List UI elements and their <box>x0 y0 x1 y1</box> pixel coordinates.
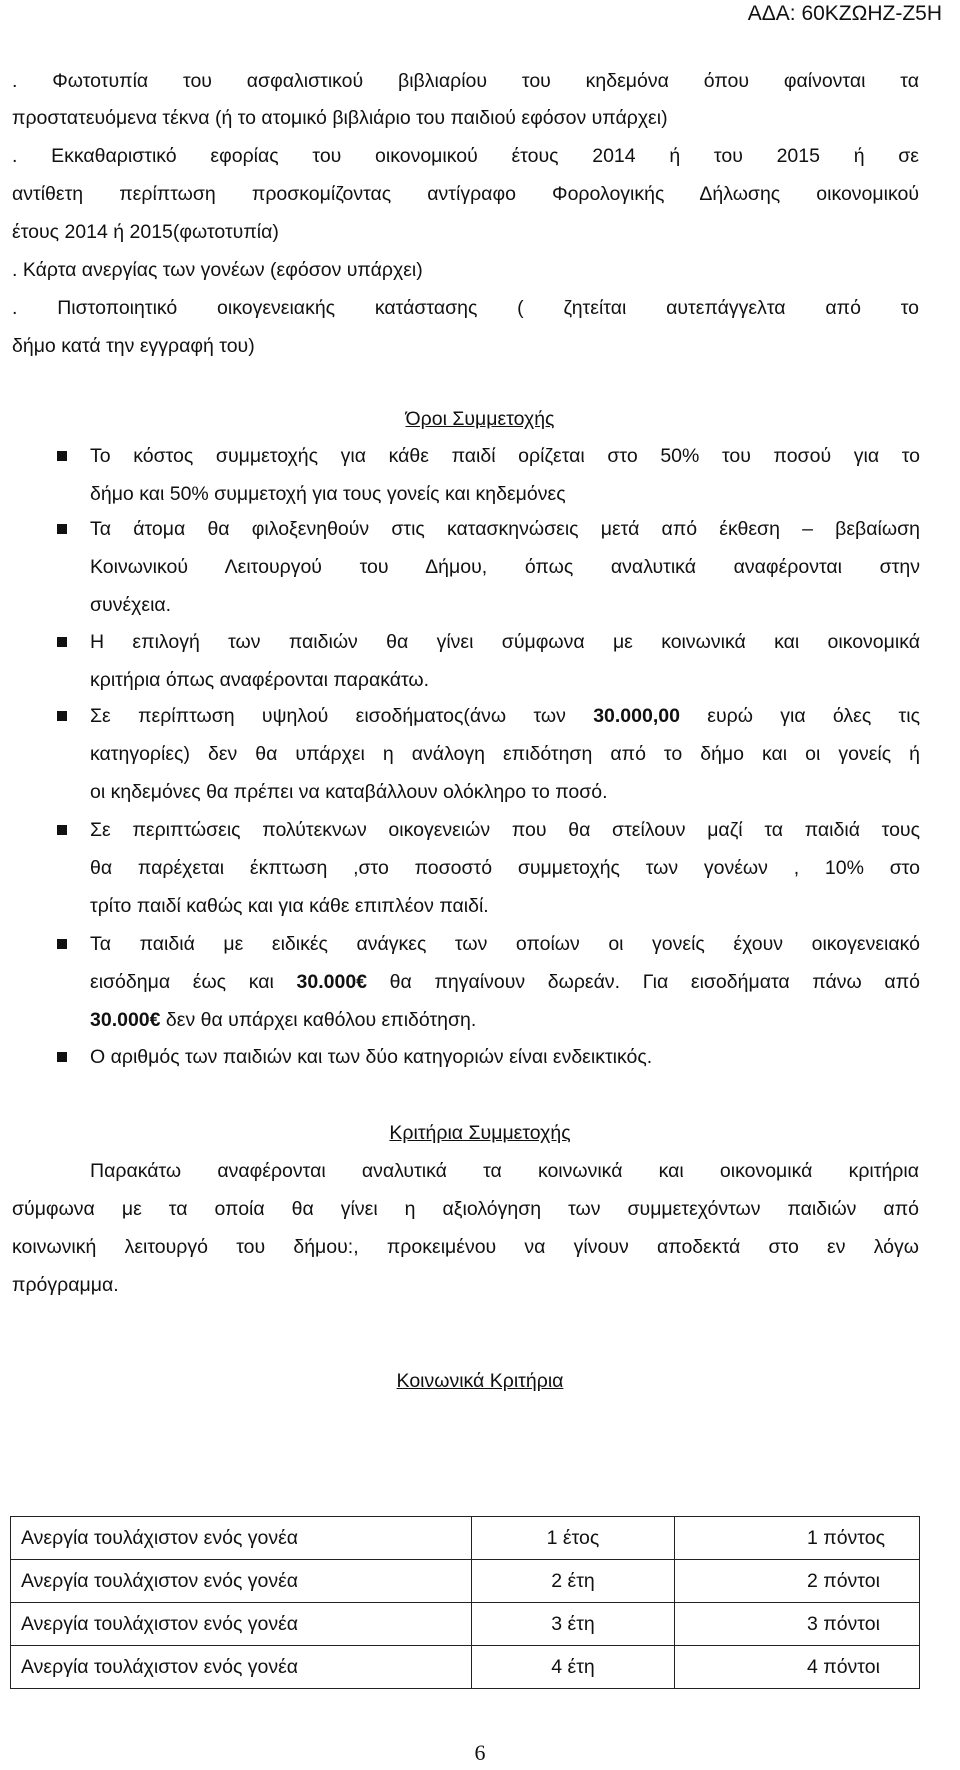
document-item-tax-line1: . Εκκαθαριστικό εφορίας του οικονομικού έτους 2014 ή του 2015 ή σε <box>12 145 919 167</box>
term-special-needs-text-a: εισόδημα έως και <box>90 971 297 993</box>
criteria-paragraph-line3: κοινωνική λειτουργό του δήμου:, προκειμένου να γίνουν αποδεκτά στο εν λόγω <box>12 1236 919 1258</box>
duration-cell: 1 έτος <box>472 1517 675 1560</box>
term-indicative-number: Ο αριθμός των παιδιών και των δύο κατηγοριών είναι ενδεικτικός. <box>90 1046 653 1068</box>
points-cell: 3 πόντοι <box>675 1603 920 1646</box>
term-hosting-line2: Κοινωνικού Λειτουργού του Δήμου, όπως αναλυτικά αναφέρονται στην <box>90 556 920 578</box>
criterion-cell: Ανεργία τουλάχιστον ενός γονέα <box>11 1560 472 1603</box>
document-item-family-cert-line2: δήμο κατά την εγγραφή του) <box>12 335 255 357</box>
points-cell: 4 πόντοι <box>675 1646 920 1689</box>
term-cost-line2: δήμο και 50% συμμετοχή για τους γονείς και κηδεμόνες <box>90 483 566 505</box>
duration-cell: 3 έτη <box>472 1603 675 1646</box>
bullet-square-icon <box>57 1052 67 1062</box>
term-special-needs-line2 <box>90 971 920 994</box>
term-hosting-line1: Τα άτομα θα φιλοξενηθούν στις κατασκηνώσεις μετά από έκθεση – βεβαίωση <box>90 518 920 540</box>
document-item-insurance-line1: . Φωτοτυπία του ασφαλιστικού βιβλιαρίου του κηδεμόνα όπου φαίνονται τα <box>12 70 919 92</box>
table-row <box>11 1603 920 1646</box>
duration-cell: 4 έτη <box>472 1646 675 1689</box>
bullet-square-icon <box>57 637 67 647</box>
term-selection-line2: κριτήρια όπως αναφέρονται παρακάτω. <box>90 669 430 691</box>
document-item-tax-line2: αντίθετη περίπτωση προσκομίζοντας αντίγραφο Φορολογικής Δήλωσης οικονομικού <box>12 183 919 205</box>
term-special-needs-amount-2: 30.000€ <box>90 1009 161 1031</box>
term-large-families-line3: τρίτο παιδί καθώς και για κάθε επιπλέον παιδί. <box>90 895 489 917</box>
criterion-cell: Ανεργία τουλάχιστον ενός γονέα <box>11 1646 472 1689</box>
criteria-paragraph-line2: σύμφωνα με τα οποία θα γίνει η αξιολόγηση των συμμετεχόντων παιδιών από <box>12 1198 919 1220</box>
term-special-needs-text-b: δεν θα υπάρχει καθόλου επιδότηση. <box>160 1009 477 1031</box>
document-item-tax-line3: έτους 2014 ή 2015(φωτοτυπία) <box>12 221 279 243</box>
document-item-unemployment-card: . Κάρτα ανεργίας των γονέων (εφόσον υπάρχει) <box>12 259 423 281</box>
term-high-income-line1 <box>90 705 920 728</box>
document-item-insurance-line2: προστατευόμενα τέκνα (ή το ατομικό βιβλιάριο του παιδιού εφόσον υπάρχει) <box>12 107 668 129</box>
table-row <box>11 1646 920 1689</box>
social-criteria-table <box>10 1516 920 1689</box>
table-row <box>11 1517 920 1560</box>
term-cost-line1: Το κόστος συμμετοχής για κάθε παιδί ορίζεται στο 50% του ποσού για το <box>90 445 920 467</box>
bullet-square-icon <box>57 825 67 835</box>
term-high-income-line2: κατηγορίες) δεν θα υπάρχει η ανάλογη επιδότηση από το δήμο και οι γονείς ή <box>90 743 920 765</box>
social-criteria-title: Κοινωνικά Κριτήρια <box>396 1370 564 1392</box>
bullet-square-icon <box>57 451 67 461</box>
term-special-needs-text-c: θα πηγαίνουν δωρεάν. Για εισοδήματα πάνω από <box>367 971 920 993</box>
term-high-income-text-a: Σε περίπτωση υψηλού εισοδήματος(άνω των <box>90 705 594 727</box>
criterion-cell: Ανεργία τουλάχιστον ενός γονέα <box>11 1603 472 1646</box>
term-special-needs-line1: Τα παιδιά με ειδικές ανάγκες των οποίων οι γονείς έχουν οικογενειακό <box>90 933 920 955</box>
criterion-cell: Ανεργία τουλάχιστον ενός γονέα <box>11 1517 472 1560</box>
ada-code: ΑΔΑ: 60ΚΖΩΗΖ-Ζ5Η <box>747 2 942 25</box>
bullet-square-icon <box>57 524 67 534</box>
points-cell: 2 πόντοι <box>675 1560 920 1603</box>
document-item-family-cert-line1: . Πιστοποιητικό οικογενειακής κατάστασης ( ζητείται αυτεπάγγελτα από το <box>12 297 919 319</box>
points-cell: 1 πόντος <box>675 1517 920 1560</box>
term-special-needs-amount: 30.000€ <box>296 971 368 993</box>
terms-heading: Όροι Συμμετοχής <box>405 408 555 430</box>
criteria-heading: Κριτήρια Συμμετοχής <box>389 1122 571 1144</box>
criteria-paragraph-line1: Παρακάτω αναφέρονται αναλυτικά τα κοινωνικά και οικονομικά κριτήρια <box>90 1160 919 1182</box>
term-high-income-line3: οι κηδεμόνες θα πρέπει να καταβάλλουν ολόκληρο το ποσό. <box>90 781 608 803</box>
page-number: 6 <box>474 1740 486 1765</box>
term-special-needs-line3 <box>90 1009 920 1032</box>
term-large-families-line2: θα παρέχεται έκπτωση ,στο ποσοστό συμμετοχής των γονέων , 10% στο <box>90 857 920 879</box>
term-high-income-text-c: ευρώ για όλες τις <box>679 705 920 727</box>
criteria-paragraph-line4: πρόγραμμα. <box>12 1274 119 1296</box>
term-selection-line1: Η επιλογή των παιδιών θα γίνει σύμφωνα με κοινωνικά και οικονομικά <box>90 631 920 653</box>
term-large-families-line1: Σε περιπτώσεις πολύτεκνων οικογενειών που θα στείλουν μαζί τα παιδιά τους <box>90 819 920 841</box>
duration-cell: 2 έτη <box>472 1560 675 1603</box>
bullet-square-icon <box>57 939 67 949</box>
bullet-square-icon <box>57 711 67 721</box>
table-row <box>11 1560 920 1603</box>
term-high-income-amount: 30.000,00 <box>593 705 680 727</box>
term-hosting-line3: συνέχεια. <box>90 594 172 616</box>
